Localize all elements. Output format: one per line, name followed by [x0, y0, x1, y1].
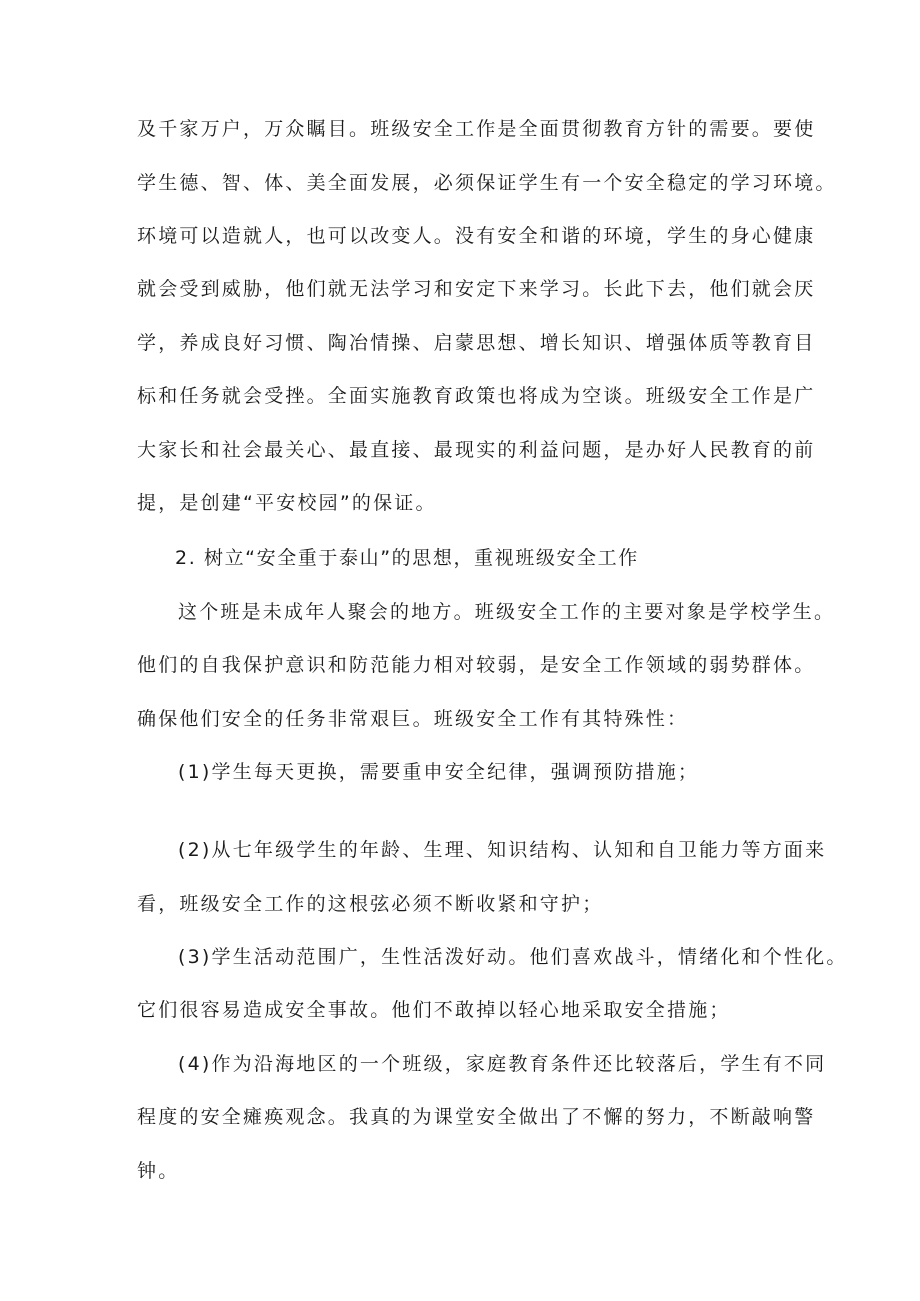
list-item-line: (4)作为沿海地区的一个班级，家庭教育条件还比较落后，学生有不同 — [178, 1053, 827, 1075]
paragraph-line: 学生德、智、体、美全面发展，必须保证学生有一个安全稳定的学习环境。 — [137, 172, 837, 194]
paragraph-line: 就会受到威胁，他们就无法学习和安定下来学习。长此下去，他们就会厌 — [137, 278, 816, 300]
list-item-line: 它们很容易造成安全事故。他们不敢掉以轻心地采取安全措施； — [137, 999, 731, 1021]
list-item-line: 程度的安全瘫痪观念。我真的为课堂安全做出了不懈的努力，不断敲响警 — [137, 1106, 816, 1128]
paragraph-line: 大家长和社会最关心、最直接、最现实的利益问题，是办好人民教育的前 — [137, 439, 816, 461]
list-item-line: (3)学生活动范围广，生性活泼好动。他们喜欢战斗，情绪化和个性化。 — [178, 946, 848, 968]
paragraph-line: 及千家万户，万众瞩目。班级安全工作是全面贯彻教育方针的需要。要使 — [137, 118, 816, 140]
paragraph-line: 他们的自我保护意识和防范能力相对较弱，是安全工作领域的弱势群体。 — [137, 654, 816, 676]
paragraph-line: 这个班是未成年人聚会的地方。班级安全工作的主要对象是学校学生。 — [178, 601, 836, 623]
list-item-line: (2)从七年级学生的年龄、生理、知识结构、认知和自卫能力等方面来 — [178, 839, 827, 861]
list-item-line: 看，班级安全工作的这根弦必须不断收紧和守护； — [137, 893, 604, 915]
paragraph-line: 学，养成良好习惯、陶冶情操、启蒙思想、增长知识、增强体质等教育目 — [137, 332, 816, 354]
paragraph-line: 提，是创建“平安校园”的保证。 — [137, 492, 437, 514]
paragraph-line: 环境可以造就人，也可以改变人。没有安全和谐的环境，学生的身心健康 — [137, 225, 816, 247]
list-item-line: (1)学生每天更换，需要重申安全纪律，强调预防措施； — [178, 761, 700, 783]
paragraph-line: 确保他们安全的任务非常艰巨。班级安全工作有其特殊性： — [137, 708, 689, 730]
list-item-line: 钟。 — [137, 1160, 180, 1182]
section-heading: 2. 树立“安全重于泰山”的思想，重视班级安全工作 — [175, 547, 639, 569]
paragraph-line: 标和任务就会受挫。全面实施教育政策也将成为空谈。班级安全工作是广 — [137, 385, 816, 407]
